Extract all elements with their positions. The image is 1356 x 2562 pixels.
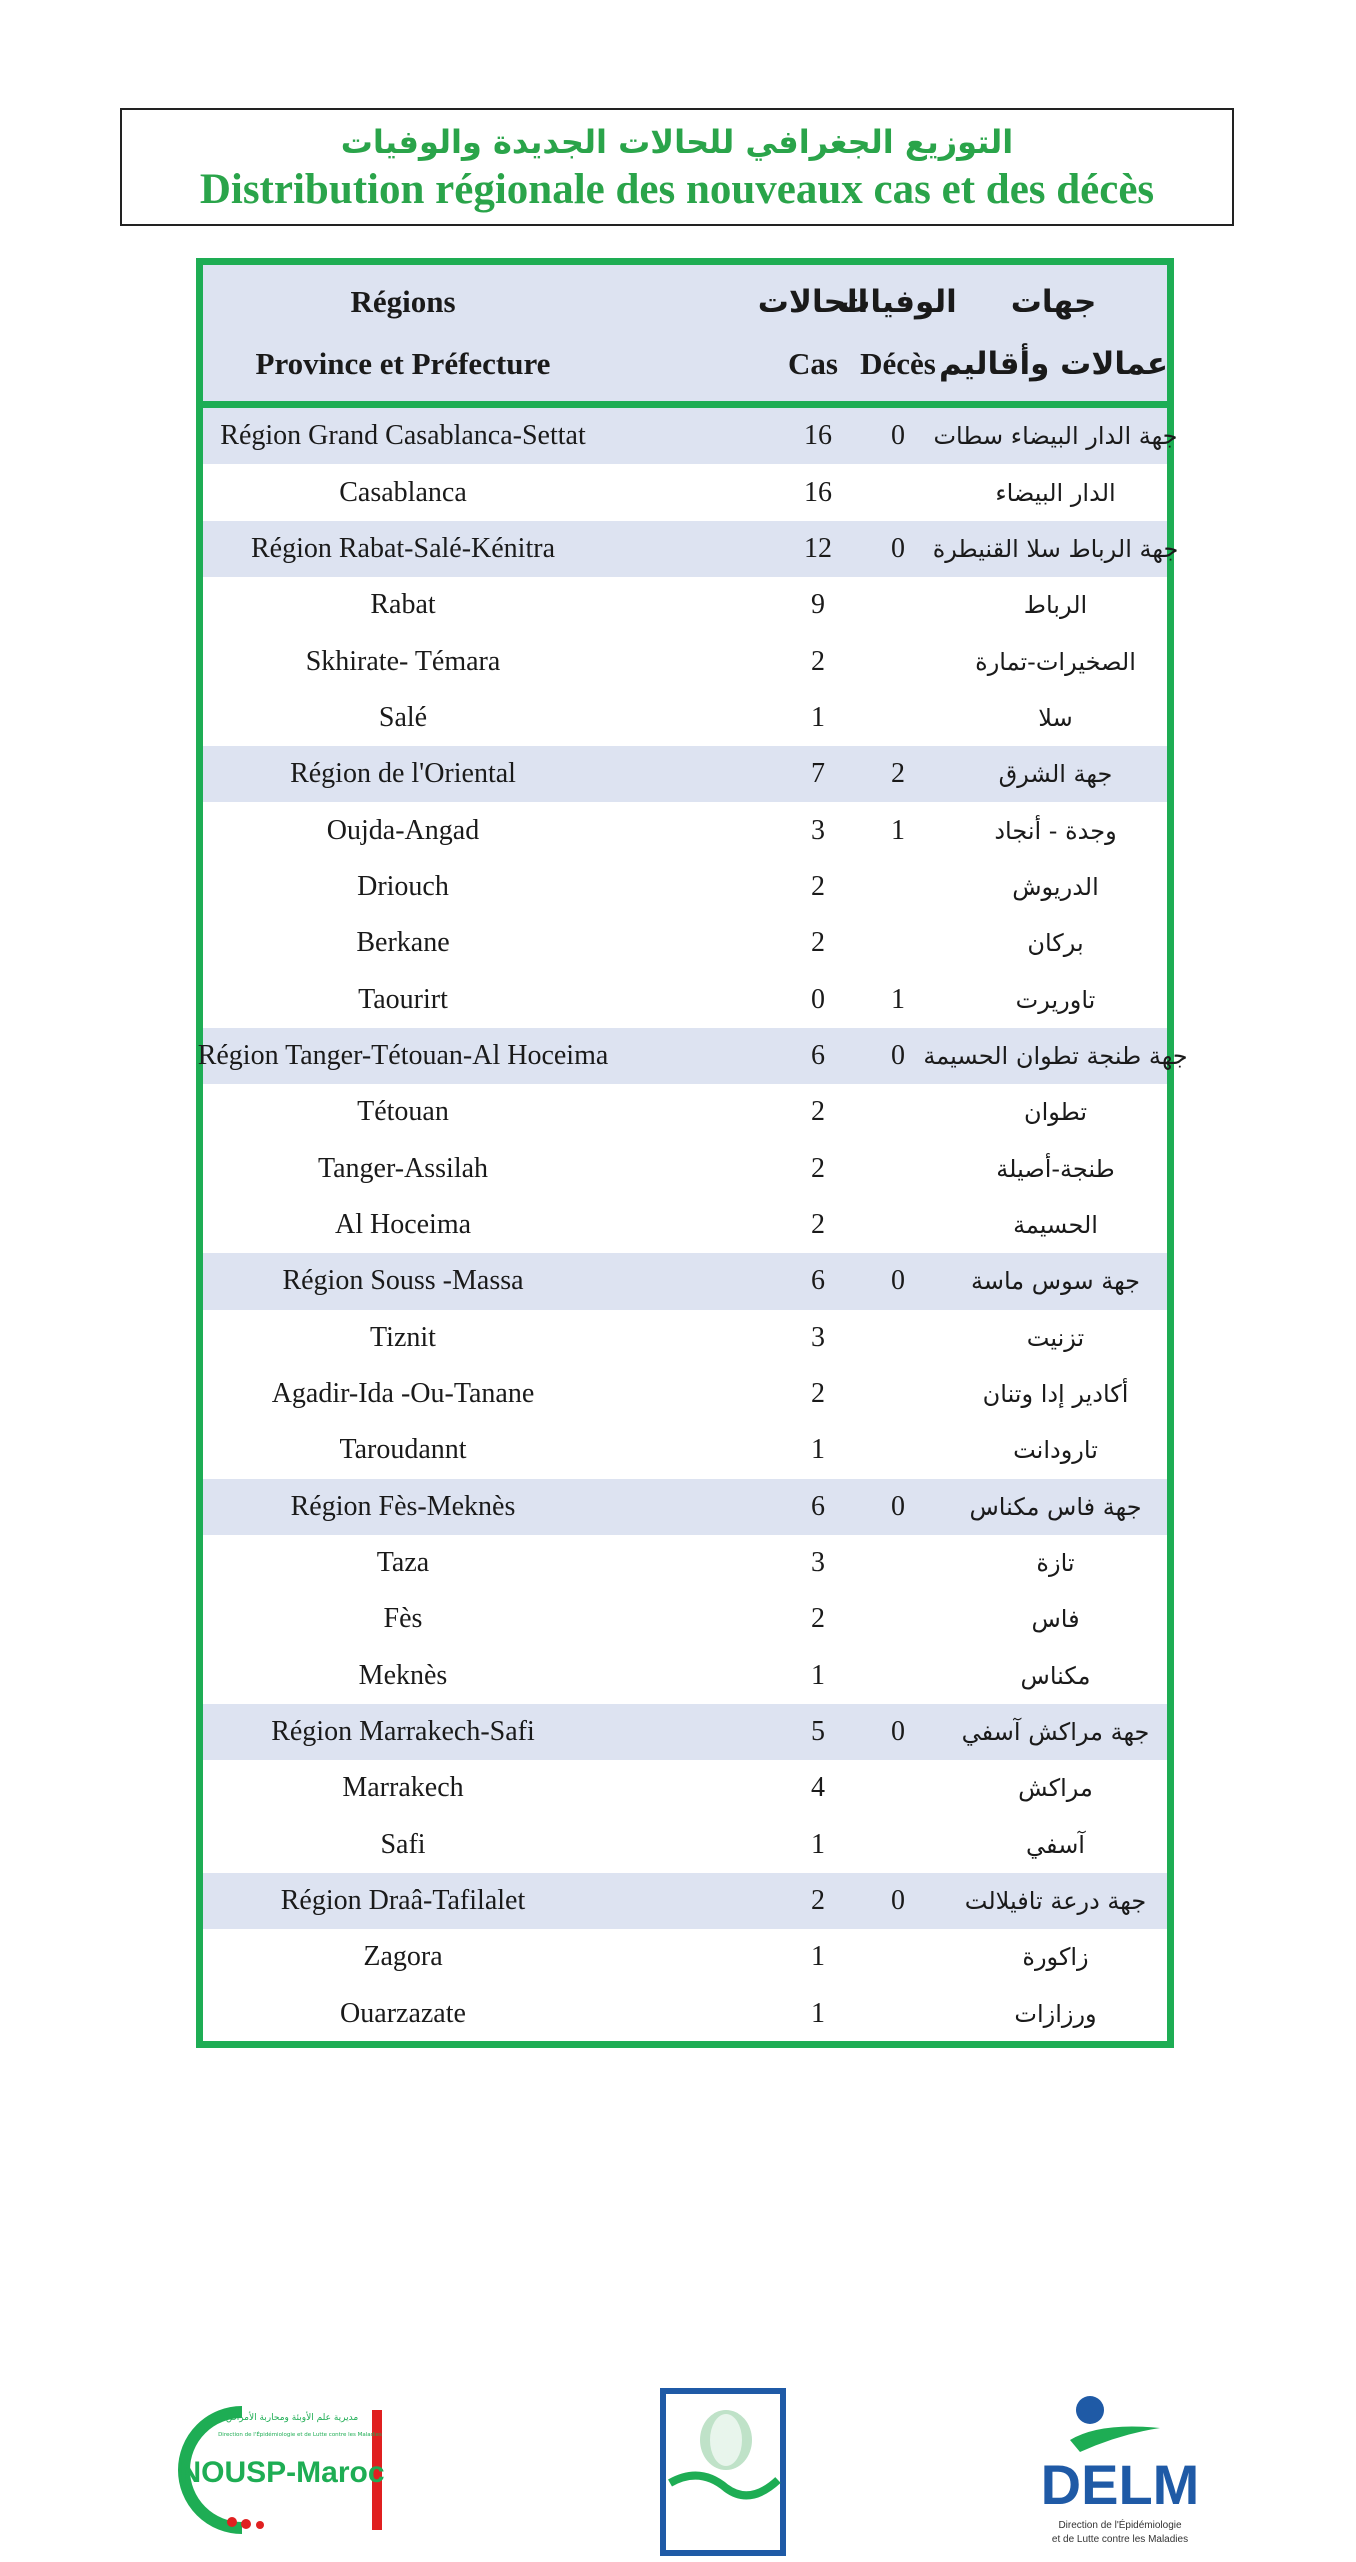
row-cas: 2 <box>811 1096 825 1128</box>
region-row <box>203 408 1178 464</box>
table-row <box>203 1084 1167 1140</box>
table-row <box>203 802 1167 858</box>
row-arabic-name: الحسيمة <box>1013 1210 1098 1239</box>
row-deces: 0 <box>891 1265 905 1297</box>
row-deces: 0 <box>891 1039 905 1071</box>
header-deces-ar: الوفيات <box>839 284 957 320</box>
row-name: Région Souss -Massa <box>282 1265 524 1297</box>
row-deces: 1 <box>891 814 905 846</box>
row-name: Meknès <box>358 1659 448 1691</box>
row-deces <box>868 1310 928 1366</box>
row-arabic-name: آسفي <box>1026 1830 1085 1859</box>
row-name: Casablanca <box>339 476 467 508</box>
row-arabic-name: مكناس <box>1020 1661 1091 1690</box>
row-arabic-name: الرباط <box>1023 591 1088 620</box>
row-arabic-name: جهة الرباط سلا القنيطرة <box>932 534 1179 563</box>
nousp-logo <box>172 2400 392 2540</box>
row-arabic-name: سلا <box>1038 703 1073 732</box>
row-cas: 1 <box>811 701 825 733</box>
row-name: Tanger-Assilah <box>317 1152 489 1184</box>
row-deces <box>868 1084 928 1140</box>
row-cas: 9 <box>811 589 825 621</box>
row-arabic-name: تاوريرت <box>1015 985 1096 1014</box>
row-name: Région de l'Oriental <box>290 758 516 790</box>
header-regions-line1: Régions <box>350 284 456 319</box>
row-deces: 2 <box>891 758 905 790</box>
region-row <box>203 521 1179 577</box>
row-deces <box>868 1422 928 1478</box>
row-name: Taza <box>376 1547 430 1579</box>
row-name: Berkane <box>356 927 450 959</box>
row-cas: 2 <box>811 927 825 959</box>
row-arabic-name: جهة مراكش آسفي <box>961 1718 1150 1747</box>
row-arabic-name: تطوان <box>1023 1098 1088 1127</box>
row-cas: 2 <box>811 1208 825 1240</box>
header-regions <box>203 265 603 401</box>
row-cas: 1 <box>811 1997 825 2029</box>
row-deces <box>868 1591 928 1647</box>
row-name: Agadir-Ida -Ou-Tanane <box>271 1378 535 1410</box>
row-arabic-name: أكادير إدا وتنان <box>982 1380 1129 1409</box>
row-deces <box>868 1140 928 1196</box>
row-arabic-name: تازة <box>1036 1549 1075 1578</box>
table-row <box>203 1929 1167 1985</box>
title-french: Distribution régionale des nouveaux cas et des décès <box>199 166 1155 213</box>
table-row <box>203 464 1167 520</box>
table-row <box>203 1986 1167 2042</box>
row-arabic-name: زاكورة <box>1022 1943 1089 1972</box>
delm-text: DELM <box>1040 2453 1200 2516</box>
row-deces: 0 <box>891 1885 905 1917</box>
footer-logos <box>0 2370 1356 2550</box>
row-deces: 0 <box>891 1490 905 1522</box>
row-cas: 12 <box>804 532 832 564</box>
row-name: Marrakech <box>342 1772 464 1804</box>
row-cas: 1 <box>811 1659 825 1691</box>
row-name: Oujda-Angad <box>326 814 480 846</box>
row-deces <box>868 1760 928 1816</box>
nousp-ar-text: مديرية علم الأوبئة ومحاربة الأمراض <box>225 2413 359 2423</box>
table-row <box>203 1760 1167 1816</box>
delm-sub1: Direction de l'Épidémiologie <box>1058 2520 1182 2531</box>
row-cas: 2 <box>811 645 825 677</box>
table-row <box>203 1310 1167 1366</box>
row-cas: 6 <box>811 1490 825 1522</box>
header-deces-fr: Décès <box>860 346 936 381</box>
table-row <box>203 915 1167 971</box>
row-arabic-name: جهة الشرق <box>998 760 1113 789</box>
row-name: Salé <box>378 701 428 733</box>
row-name: Tiznit <box>370 1321 436 1353</box>
table-row <box>203 633 1167 689</box>
row-cas: 2 <box>811 1603 825 1635</box>
table-row <box>203 1817 1167 1873</box>
row-cas: 5 <box>811 1716 825 1748</box>
row-cas: 2 <box>811 1885 825 1917</box>
row-deces <box>868 633 928 689</box>
table-row <box>203 1366 1167 1422</box>
row-cas: 2 <box>811 1378 825 1410</box>
header-jihat-line1: جهات <box>1010 284 1097 320</box>
region-row <box>203 1873 1167 1929</box>
row-cas: 3 <box>811 1321 825 1353</box>
row-deces <box>868 1986 928 2042</box>
table-row <box>203 1535 1167 1591</box>
ministry-logo <box>660 2388 786 2556</box>
row-deces: 1 <box>891 983 905 1015</box>
row-name: Safi <box>380 1828 426 1860</box>
header-regions-line2: Province et Préfecture <box>255 346 551 381</box>
row-arabic-name: جهة درعة تافيلالت <box>964 1887 1147 1916</box>
row-arabic-name: تارودانت <box>1013 1436 1098 1465</box>
row-cas: 1 <box>811 1434 825 1466</box>
table-row <box>203 1648 1167 1704</box>
row-deces <box>868 915 928 971</box>
row-cas: 3 <box>811 814 825 846</box>
row-name: Al Hoceima <box>334 1208 472 1240</box>
delm-logo <box>1040 2392 1220 2562</box>
row-name: Tétouan <box>357 1096 449 1128</box>
row-name: Skhirate- Témara <box>305 645 501 677</box>
row-arabic-name: الدار البيضاء <box>995 478 1116 507</box>
table-row <box>203 690 1167 746</box>
row-cas: 6 <box>811 1265 825 1297</box>
row-arabic-name: طنجة-أصيلة <box>996 1154 1115 1183</box>
row-cas: 16 <box>804 476 832 508</box>
row-arabic-name: الصخيرات-تمارة <box>975 647 1136 676</box>
header-deces <box>839 265 957 401</box>
distribution-table <box>196 258 1188 2048</box>
table-row <box>203 1140 1167 1196</box>
row-cas: 0 <box>811 983 825 1015</box>
row-deces <box>868 577 928 633</box>
row-arabic-name: بركان <box>1027 929 1084 958</box>
row-arabic-name: وجدة - أنجاد <box>994 816 1117 845</box>
row-name: Région Fès-Meknès <box>290 1490 516 1522</box>
row-deces: 0 <box>891 420 905 452</box>
row-deces: 0 <box>891 1716 905 1748</box>
table-header <box>203 265 1167 408</box>
title-arabic: التوزيع الجغرافي للحالات الجديدة والوفيات <box>340 123 1014 161</box>
row-name: Région Marrakech-Safi <box>271 1716 535 1748</box>
header-jihat-line2: عمالات وأقاليم <box>938 346 1169 382</box>
row-cas: 3 <box>811 1547 825 1579</box>
row-cas: 1 <box>811 1941 825 1973</box>
row-arabic-name: ورزازات <box>1014 1999 1097 2028</box>
row-name: Région Tanger-Tétouan-Al Hoceima <box>197 1039 609 1071</box>
row-deces <box>868 1929 928 1985</box>
row-name: Rabat <box>370 589 436 621</box>
row-cas: 7 <box>811 758 825 790</box>
title-box <box>120 108 1234 226</box>
table-row <box>203 1422 1167 1478</box>
header-jihat <box>933 265 1174 401</box>
table-body <box>197 408 1188 2042</box>
region-row <box>203 1479 1167 1535</box>
table-row <box>203 971 1167 1027</box>
region-row <box>203 1253 1167 1309</box>
row-deces <box>868 690 928 746</box>
nousp-text: NOUSP-Maroc <box>179 2456 385 2489</box>
table-row <box>203 1591 1167 1647</box>
header-cas-fr: Cas <box>788 346 838 381</box>
row-name: Région Rabat-Salé-Kénitra <box>250 532 555 564</box>
table-row <box>203 577 1167 633</box>
row-deces <box>868 859 928 915</box>
header-cas-ar: الحالات <box>757 284 869 320</box>
row-name: Taroudannt <box>339 1434 467 1466</box>
row-arabic-name: مراكش <box>1018 1774 1093 1803</box>
row-arabic-name: جهة فاس مكناس <box>969 1492 1142 1521</box>
nousp-sub-text: Direction de l'Épidémiologie et de Lutte contre les Maladies <box>218 2432 382 2438</box>
row-name: Fès <box>383 1603 423 1635</box>
delm-sub2: et de Lutte contre les Maladies <box>1051 2534 1189 2545</box>
row-name: Taourirt <box>358 983 448 1015</box>
row-name: Zagora <box>363 1941 443 1973</box>
region-row <box>203 1704 1167 1760</box>
row-name: Driouch <box>357 870 449 902</box>
region-row <box>197 1028 1188 1084</box>
row-deces <box>868 1535 928 1591</box>
row-name: Région Draâ-Tafilalet <box>280 1885 526 1917</box>
row-deces <box>868 1817 928 1873</box>
row-cas: 1 <box>811 1828 825 1860</box>
row-cas: 16 <box>804 420 832 452</box>
row-cas: 2 <box>811 870 825 902</box>
row-arabic-name: الدريوش <box>1012 872 1099 901</box>
row-deces <box>868 1197 928 1253</box>
row-arabic-name: تزنيت <box>1026 1323 1085 1352</box>
row-cas: 6 <box>811 1039 825 1071</box>
row-deces: 0 <box>891 532 905 564</box>
row-arabic-name: فاس <box>1031 1605 1080 1634</box>
table-row <box>203 859 1167 915</box>
row-deces <box>868 1648 928 1704</box>
row-name: Ouarzazate <box>340 1997 466 2029</box>
row-name: Région Grand Casablanca-Settat <box>220 420 586 452</box>
region-row <box>203 746 1167 802</box>
row-cas: 2 <box>811 1152 825 1184</box>
table-row <box>203 1197 1167 1253</box>
row-deces <box>868 464 928 520</box>
row-arabic-name: جهة الدار البيضاء سطات <box>933 422 1178 451</box>
row-arabic-name: جهة طنجة تطوان الحسيمة <box>923 1041 1188 1070</box>
row-cas: 4 <box>811 1772 825 1804</box>
row-deces <box>868 1366 928 1422</box>
row-arabic-name: جهة سوس ماسة <box>971 1267 1140 1296</box>
